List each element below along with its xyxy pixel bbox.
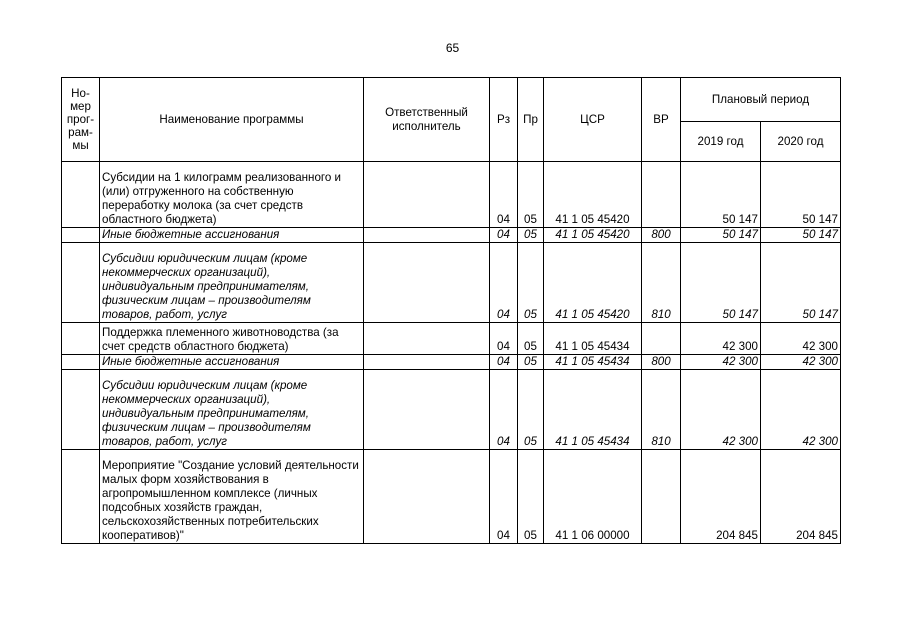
cell-number <box>62 450 100 544</box>
cell-rz: 04 <box>490 355 518 370</box>
cell-2019: 50 147 <box>681 228 761 243</box>
table-row <box>62 323 841 355</box>
header-year-2020: 2020 год <box>761 122 841 162</box>
cell-rz: 04 <box>490 228 518 243</box>
cell-csr: 41 1 05 45420 <box>544 228 642 243</box>
cell-executor <box>364 228 490 243</box>
cell-2020: 42 300 <box>761 355 841 370</box>
cell-2020: 42 300 <box>761 323 841 355</box>
cell-vr: 800 <box>642 355 681 370</box>
cell-number <box>62 323 100 355</box>
table-row <box>62 355 841 370</box>
table-row <box>62 370 841 450</box>
cell-name: Иные бюджетные ассигнования <box>100 228 364 243</box>
page-number: 65 <box>445 41 460 55</box>
cell-name: Мероприятие "Создание условий деятельности малых форм хозяйствования в агропромышленном комплексе (личных подсобных хозяйств граждан, сельскохозяйственных потребительских кооперативов)" <box>100 450 364 544</box>
cell-name: Субсидии на 1 килограмм реализованного и (или) отгруженного на собственную переработку молока (за счет средств областного бюджета) <box>100 162 364 228</box>
cell-csr: 41 1 05 45420 <box>544 243 642 323</box>
cell-2020: 50 147 <box>761 228 841 243</box>
header-vr: ВР <box>642 78 681 162</box>
cell-executor <box>364 355 490 370</box>
cell-executor <box>364 243 490 323</box>
cell-csr: 41 1 05 45420 <box>544 162 642 228</box>
cell-pr: 05 <box>518 243 544 323</box>
cell-2019: 42 300 <box>681 355 761 370</box>
cell-vr <box>642 323 681 355</box>
header-pr: Пр <box>518 78 544 162</box>
cell-name: Иные бюджетные ассигнования <box>100 355 364 370</box>
cell-rz: 04 <box>490 323 518 355</box>
cell-number <box>62 355 100 370</box>
cell-rz: 04 <box>490 162 518 228</box>
cell-2019: 50 147 <box>681 162 761 228</box>
header-name: Наименование программы <box>100 78 364 162</box>
table-row <box>62 243 841 323</box>
cell-pr: 05 <box>518 323 544 355</box>
cell-vr: 810 <box>642 370 681 450</box>
cell-rz: 04 <box>490 370 518 450</box>
cell-pr: 05 <box>518 355 544 370</box>
cell-2020: 42 300 <box>761 370 841 450</box>
cell-pr: 05 <box>518 228 544 243</box>
cell-csr: 41 1 06 00000 <box>544 450 642 544</box>
cell-2019: 42 300 <box>681 370 761 450</box>
cell-rz: 04 <box>490 243 518 323</box>
cell-2019: 42 300 <box>681 323 761 355</box>
cell-rz: 04 <box>490 450 518 544</box>
cell-pr: 05 <box>518 162 544 228</box>
cell-vr <box>642 162 681 228</box>
cell-name: Субсидии юридическим лицам (кроме некоммерческих организаций), индивидуальным предпринимателям, физическим лицам – производителям товаров, работ, услуг <box>100 370 364 450</box>
cell-number <box>62 243 100 323</box>
cell-number <box>62 162 100 228</box>
cell-pr: 05 <box>518 370 544 450</box>
cell-vr <box>642 450 681 544</box>
cell-executor <box>364 370 490 450</box>
cell-vr: 800 <box>642 228 681 243</box>
header-executor: Ответственный исполнитель <box>364 78 490 162</box>
budget-table <box>61 77 841 544</box>
table-row <box>62 228 841 243</box>
cell-csr: 41 1 05 45434 <box>544 323 642 355</box>
cell-name: Поддержка племенного животноводства (за счет средств областного бюджета) <box>100 323 364 355</box>
header-period: Плановый период <box>681 78 841 122</box>
cell-number <box>62 228 100 243</box>
table-row <box>62 162 841 228</box>
cell-2019: 204 845 <box>681 450 761 544</box>
cell-pr: 05 <box>518 450 544 544</box>
cell-vr: 810 <box>642 243 681 323</box>
header-number: Но- мер прог- рам- мы <box>62 78 100 162</box>
cell-executor <box>364 162 490 228</box>
cell-2020: 50 147 <box>761 243 841 323</box>
cell-csr: 41 1 05 45434 <box>544 355 642 370</box>
header-csr: ЦСР <box>544 78 642 162</box>
header-rz: Рз <box>490 78 518 162</box>
cell-executor <box>364 323 490 355</box>
cell-2020: 50 147 <box>761 162 841 228</box>
cell-executor <box>364 450 490 544</box>
cell-2019: 50 147 <box>681 243 761 323</box>
cell-csr: 41 1 05 45434 <box>544 370 642 450</box>
cell-name: Субсидии юридическим лицам (кроме некоммерческих организаций), индивидуальным предпринимателям, физическим лицам – производителям товаров, работ, услуг <box>100 243 364 323</box>
cell-number <box>62 370 100 450</box>
cell-2020: 204 845 <box>761 450 841 544</box>
header-year-2019: 2019 год <box>681 122 761 162</box>
table-row <box>62 450 841 544</box>
